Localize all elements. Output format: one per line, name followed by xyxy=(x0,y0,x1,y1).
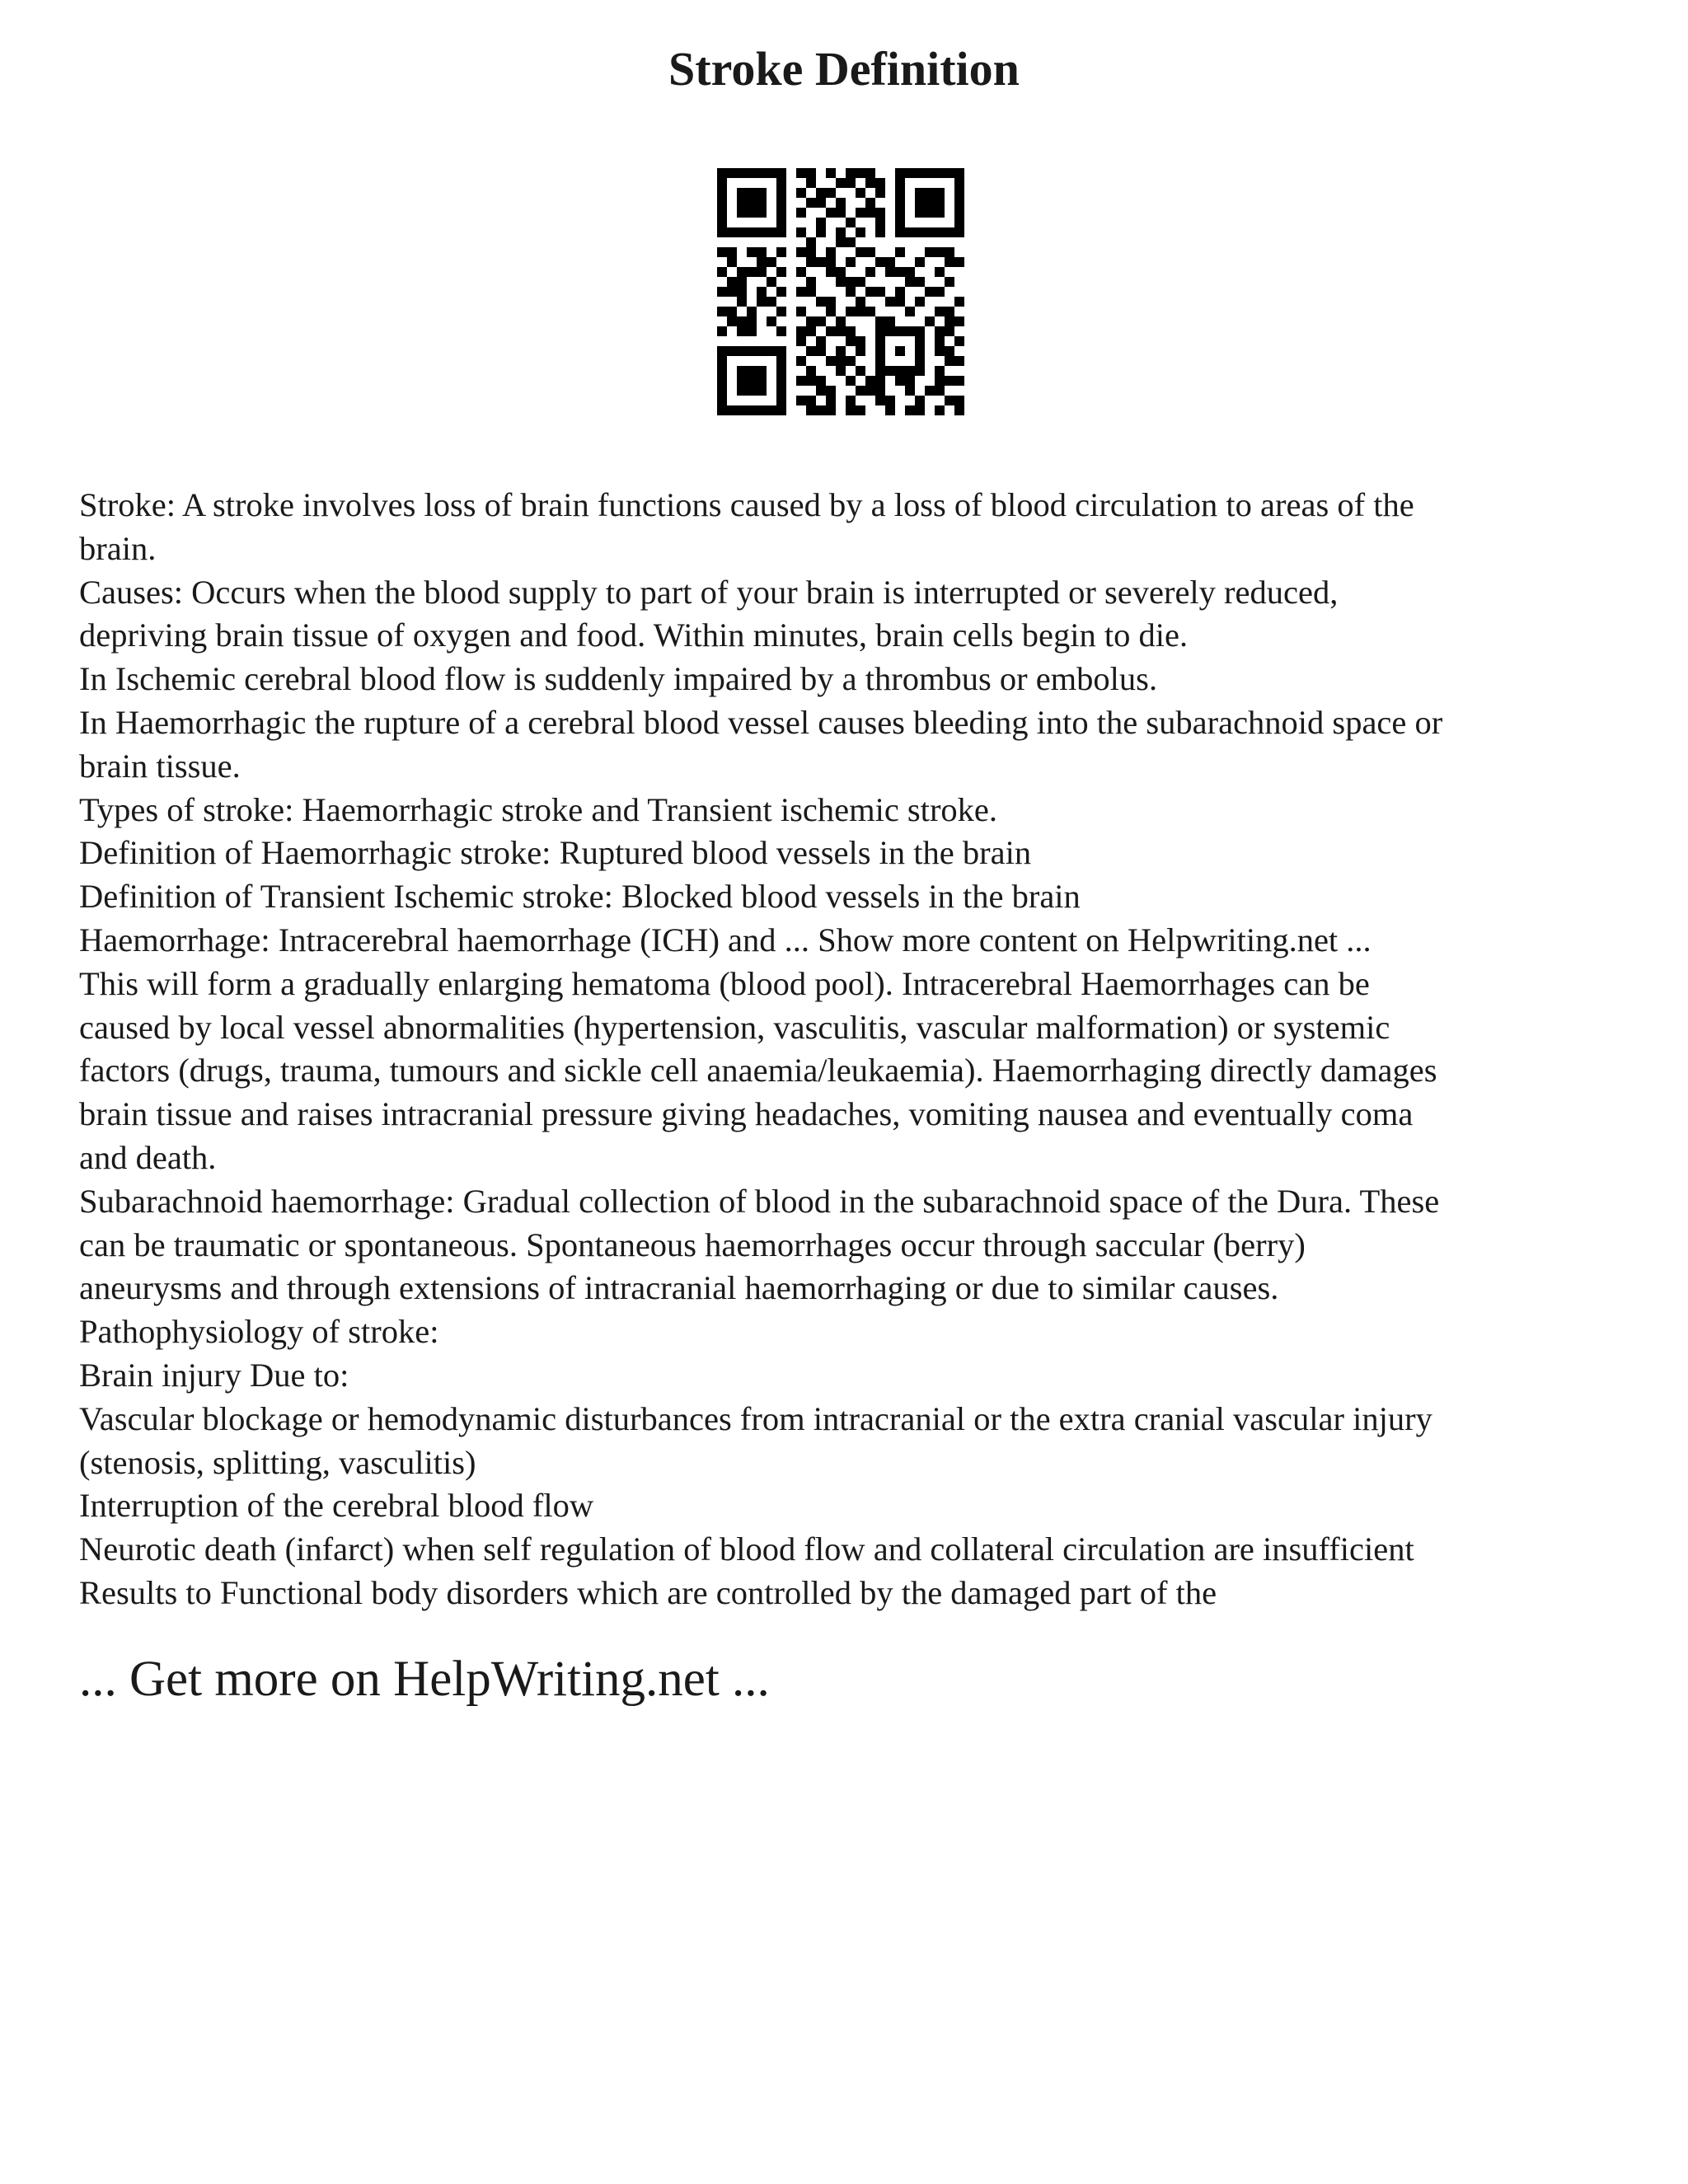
body-line: Types of stroke: Haemorrhagic stroke and Transient ischemic stroke. xyxy=(79,790,998,828)
qr-code xyxy=(717,168,964,415)
body-line: Subarachnoid haemorrhage: Gradual collection of blood in the subarachnoid space of the Dura. These xyxy=(79,1182,1440,1220)
body-line: Results to Functional body disorders which are controlled by the damaged part of the xyxy=(79,1573,1217,1611)
body-line: brain tissue. xyxy=(79,747,241,785)
body-line: can be traumatic or spontaneous. Spontaneous haemorrhages occur through saccular (berry) xyxy=(79,1226,1306,1263)
body-line: Stroke: A stroke involves loss of brain functions caused by a loss of blood circulation to areas of the xyxy=(79,486,1414,523)
body-line: Neurotic death (infarct) when self regulation of blood flow and collateral circulation are insufficient xyxy=(79,1530,1414,1568)
body-line: and death. xyxy=(79,1138,217,1176)
body-line: Vascular blockage or hemodynamic disturbances from intracranial or the extra cranial vascular injury xyxy=(79,1399,1432,1437)
document-title: Stroke Definition xyxy=(668,42,1020,96)
body-line: (stenosis, splitting, vasculitis) xyxy=(79,1443,476,1481)
body-line: In Ischemic cerebral blood flow is suddenly impaired by a thrombus or embolus. xyxy=(79,660,1158,698)
body-line: brain tissue and raises intracranial pressure giving headaches, vomiting nausea and eventually coma xyxy=(79,1095,1414,1133)
body-line: Causes: Occurs when the blood supply to part of your brain is interrupted or severely reduced, xyxy=(79,573,1339,611)
body-line: Definition of Haemorrhagic stroke: Ruptured blood vessels in the brain xyxy=(79,834,1032,872)
qr-code-icon xyxy=(717,168,964,415)
body-line: brain. xyxy=(79,529,157,567)
body-line: depriving brain tissue of oxygen and food. Within minutes, brain cells begin to die. xyxy=(79,616,1189,654)
body-line: caused by local vessel abnormalities (hypertension, vasculitis, vascular malformation) or systemic xyxy=(79,1008,1390,1046)
body-line: aneurysms and through extensions of intracranial haemorrhaging or due to similar causes. xyxy=(79,1269,1279,1307)
body-line: factors (drugs, trauma, tumours and sickle cell anaemia/leukaemia). Haemorrhaging directly damages xyxy=(79,1052,1437,1090)
body-line: Interruption of the cerebral blood flow xyxy=(79,1487,594,1525)
body-line: This will form a gradually enlarging hematoma (blood pool). Intracerebral Haemorrhages can be xyxy=(79,964,1370,1002)
document-body xyxy=(79,484,1629,1615)
get-more-link[interactable]: ... Get more on HelpWriting.net ... xyxy=(79,1652,770,1707)
body-line: Brain injury Due to: xyxy=(79,1356,349,1394)
body-line: Haemorrhage: Intracerebral haemorrhage (ICH) and ... Show more content on Helpwriting.net ... xyxy=(79,921,1372,958)
body-line: Pathophysiology of stroke: xyxy=(79,1313,439,1351)
body-line: Definition of Transient Ischemic stroke: Blocked blood vessels in the brain xyxy=(79,878,1081,916)
body-line: In Haemorrhagic the rupture of a cerebral blood vessel causes bleeding into the subarachnoid space or xyxy=(79,703,1443,741)
